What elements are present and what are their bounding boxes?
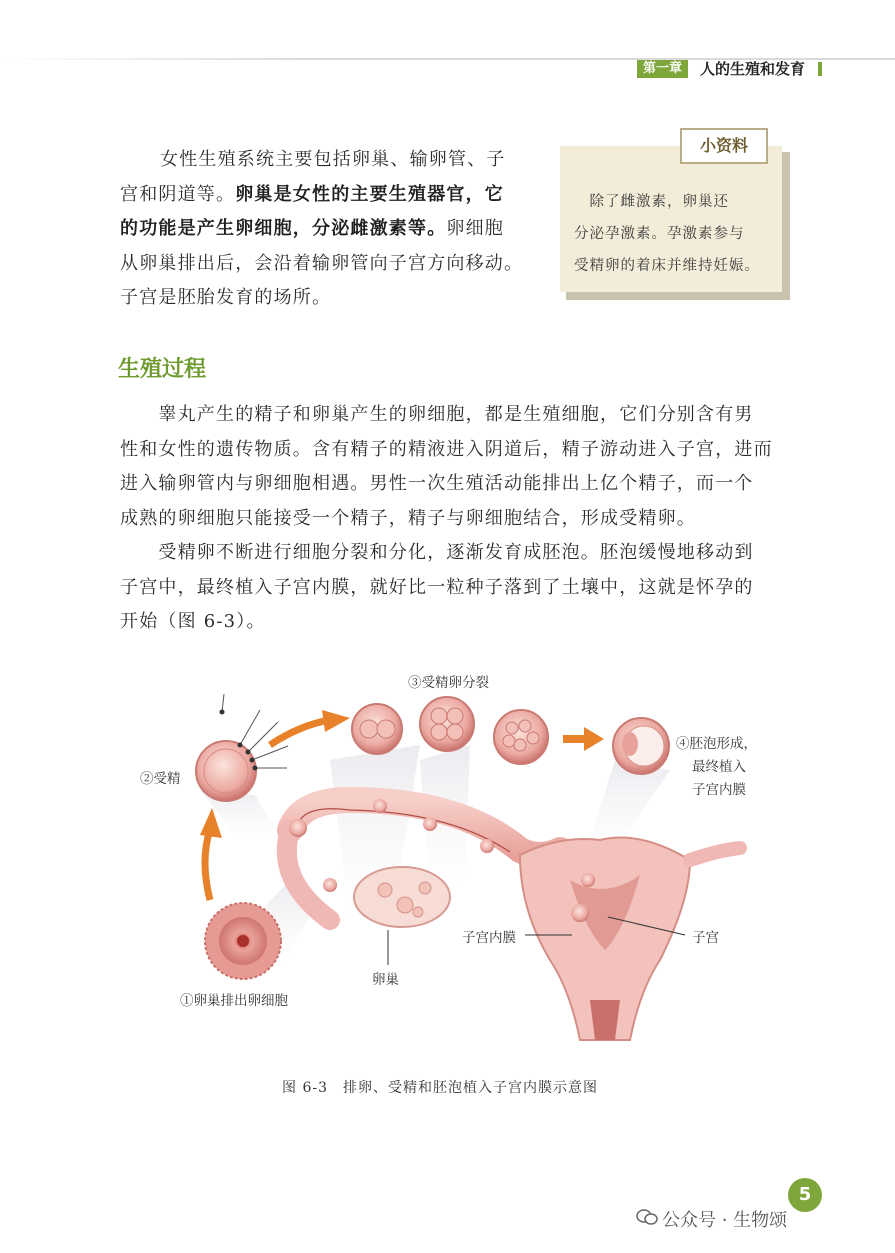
intro-line-2: 宫和阴道等。卵巢是女性的主要生殖器官，它 [120,183,505,205]
intro-line-3: 的功能是产生卵细胞，分泌雌激素等。卵细胞 [120,218,505,239]
section-paragraph-1: 睾丸产生的精子和卵巢产生的卵细胞，都是生殖细胞，它们分别含有男 性和女性的遗传物质。含有精子的精液进入阴道后，精子游动进入子宫，进而 进入输卵管内与卵细胞相遇。男性一次生殖活动能排出上亿个精子，而一个 成熟的卵细胞只能接受一个精子，精子与卵细胞结合，形成受精卵。 [120,404,773,529]
arrow-step3-to-4 [563,735,585,743]
label-step2: ②受精 [140,771,181,787]
section-paragraph-2: 受精卵不断进行细胞分裂和分化，逐渐发育成胚泡。胚泡缓慢地移动到 子宫中，最终植入子宫内膜，就好比一粒种子落到了土壤中，这就是怀孕的 开始（图 6-3）。 [120,542,754,632]
intro-line-5: 子宫是胚胎发育的场所。 [120,287,332,308]
wechat-icon [636,1208,658,1226]
intro-line-1: 女性生殖系统主要包括卵巢、输卵管、子 [160,149,506,170]
arrow-head [584,727,604,751]
chapter-tag: 第一章 [637,60,688,78]
figure-caption: 图 6-3 排卵、受精和胚泡植入子宫内膜示意图 [282,1080,598,1096]
ovulated-egg-cell [205,903,281,979]
arrow-step2-to-3 [270,720,330,745]
section-title: 生殖过程 [118,357,207,382]
label-ovary: 卵巢 [372,972,399,988]
info-note-title: 小资料 [680,128,768,164]
label-step4: ④胚泡形成， 最终植入 子宫内膜 [676,736,757,798]
label-step1: ①卵巢排出卵细胞 [180,993,288,1009]
ovary [354,867,450,927]
arrow-step1-to-2 [205,830,210,900]
blastocyst-stage [613,718,669,774]
label-uterus: 子宫 [692,930,719,946]
arrow-head [322,710,350,732]
intro-line-4: 从卵巢排出后，会沿着输卵管向子宫方向移动。 [120,252,524,274]
morula-stage [494,710,548,764]
label-endometrium: 子宫内膜 [462,930,516,946]
label-step3: ③受精卵分裂 [408,675,489,691]
fertilized-egg-cell [196,694,288,801]
watermark: 公众号 · 生物颂 [662,1206,787,1232]
info-note-text: 除了雌激素，卵巢还 分泌孕激素。孕激素参与 受精卵的着床并维持妊娠。 [574,194,760,274]
chapter-title: 人的生殖和发育 [700,60,806,78]
four-cell-stage [420,697,474,751]
page-number: 5 [788,1178,822,1212]
two-cell-stage [352,704,402,754]
